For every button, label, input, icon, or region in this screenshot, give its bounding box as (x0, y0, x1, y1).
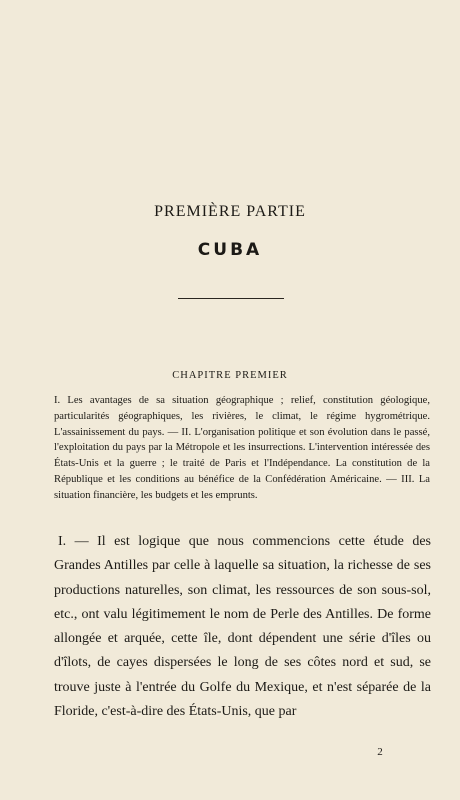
part-title: PREMIÈRE PARTIE (154, 203, 306, 220)
chapter-summary: I. Les avantages de sa situation géographique ; relief, constitution géologique, particularités géographiques, les rivières, le climat, le régime hygrométrique. L'assainissement du pays. — II. L'organisation politique et son évolution dans le passé, l'exploitation du pays par la Métropole et les insurrections. L'intervention intéressée des États-Unis et la guerre ; le traité de Paris et l'Indépendance. La constitution de la République et les conditions au bénéfice de la Confédération Américaine. — III. La situation financière, les budgets et les emprunts. (54, 395, 430, 501)
decorative-rule (178, 298, 284, 299)
chapter-title: CHAPITRE PREMIER (172, 370, 288, 381)
section-title: CUBA (197, 240, 263, 260)
page-number: 2 (377, 746, 383, 758)
body-paragraph: I. — Il est logique que nous commencions cette étude des Grandes Antilles par celle à laquelle sa situation, la richesse de ses productions naturelles, son climat, les ressources de son sous-sol, etc., ont valu légitimement le nom de Perle des Antilles. De forme allongée et arquée, cette île, dont dépendent une série d'îles ou d'îlots, de cayes dispersées le long de ses côtes nord et sud, se trouve juste à l'entrée du Golfe du Mexique, et n'est séparée de la Floride, c'est-à-dire des États-Unis, que par (54, 534, 431, 720)
